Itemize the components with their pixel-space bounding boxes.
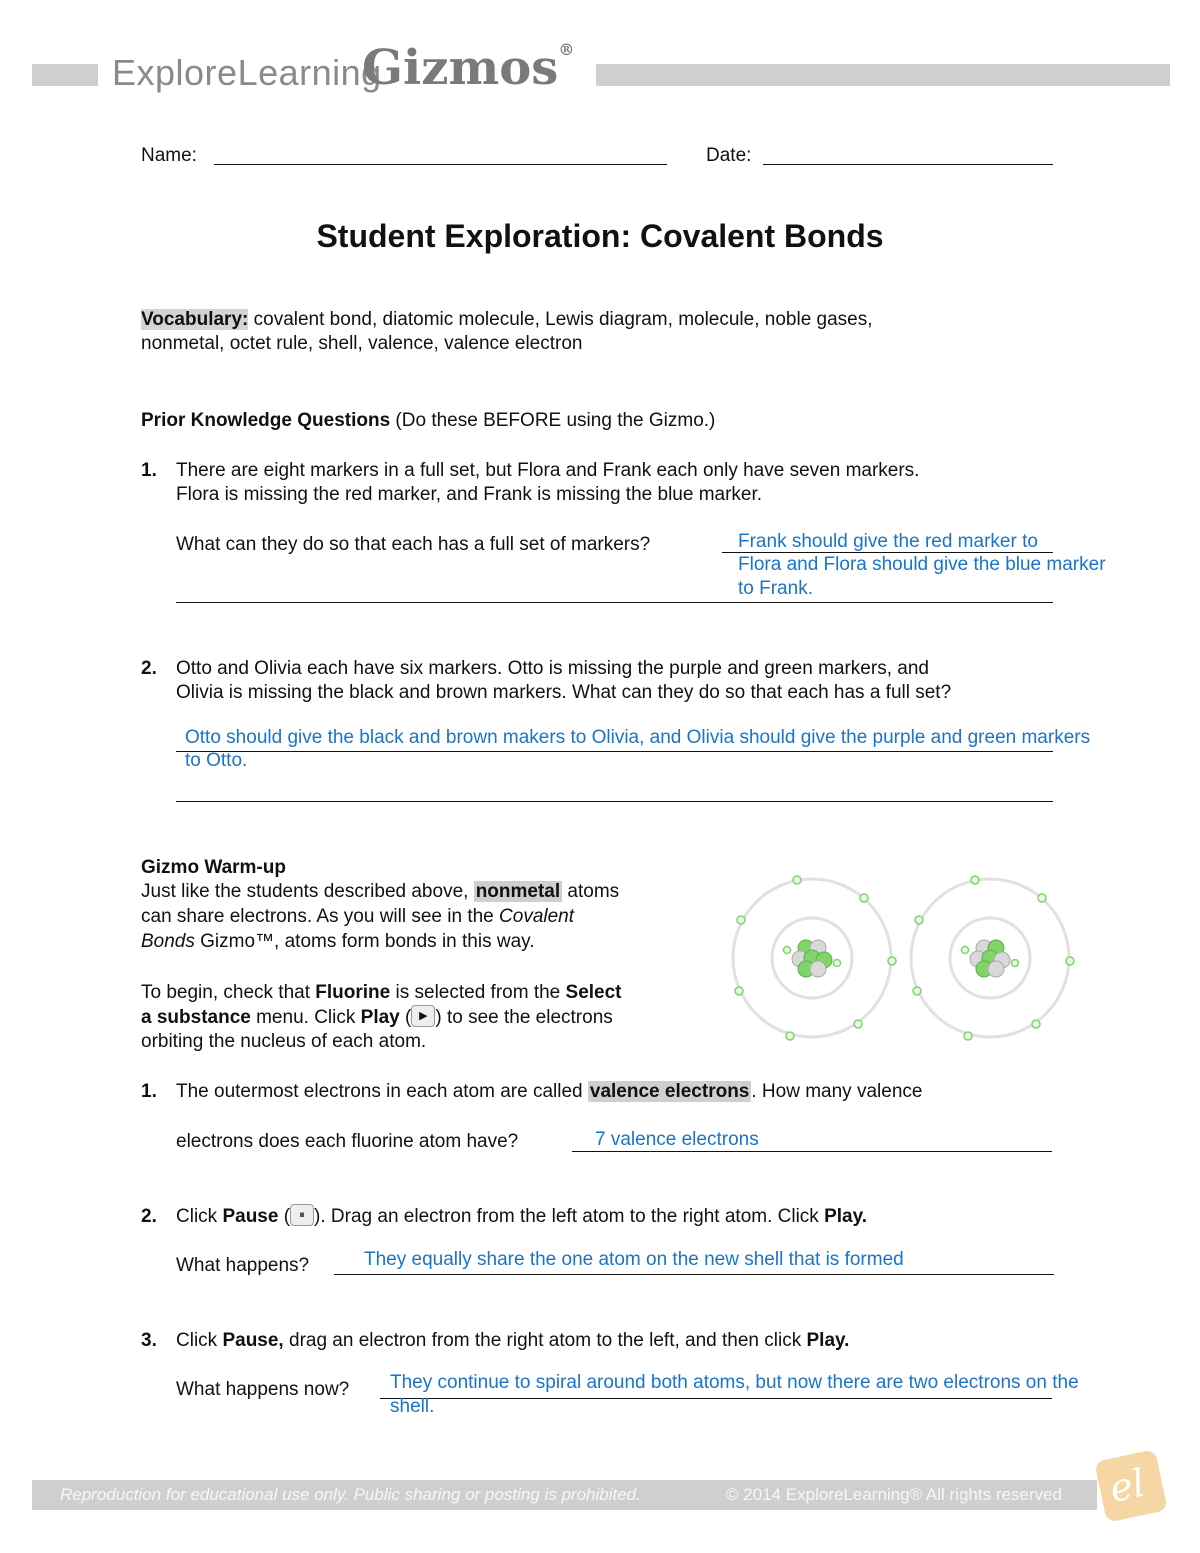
name-label: Name: (141, 145, 197, 166)
warmup-p1-line3: Bonds Gizmo™, atoms form bonds in this way. (141, 931, 535, 952)
header-bar-left (32, 64, 98, 86)
vocabulary-line1: Vocabulary: covalent bond, diatomic molecule, Lewis diagram, molecule, noble gases, (141, 309, 873, 330)
warmup-p2-line1: To begin, check that Fluorine is selected from the Select (141, 982, 622, 1003)
warmup-p2-line2: a substance menu. Click Play ( ▶ ) to see the electrons (141, 1006, 613, 1030)
name-field[interactable] (214, 164, 667, 165)
prior-knowledge-heading: Prior Knowledge Questions (Do these BEFORE using the Gizmo.) (141, 410, 716, 431)
prior-q1-number: 1. (141, 460, 157, 481)
warmup-heading: Gizmo Warm-up (141, 857, 286, 878)
prior-q1-answer-2: Flora and Flora should give the blue marker (738, 554, 1106, 575)
prior-q2-line1: Otto and Olivia each have six markers. Otto is missing the purple and green markers, and (176, 658, 929, 679)
q1-answer: 7 valence electrons (595, 1129, 759, 1150)
q2-text: Click Pause ( ⏸ ). Drag an electron from the left atom to the right atom. Click Play. (176, 1205, 867, 1229)
explorelearning-logo-icon: el (1094, 1449, 1168, 1523)
prior-q2-line2: Olivia is missing the black and brown markers. What can they do so that each has a full set? (176, 682, 952, 703)
warmup-p2-line3: orbiting the nucleus of each atom. (141, 1031, 427, 1052)
q1-text: The outermost electrons in each atom are called valence electrons . How many valence (176, 1081, 923, 1102)
q2-number: 2. (141, 1206, 157, 1227)
q3-text: Click Pause, drag an electron from the right atom to the left, and then click Play. (176, 1330, 850, 1351)
play-icon: ▶ (411, 1005, 435, 1027)
right-atom (911, 876, 1074, 1040)
q1-number: 1. (141, 1081, 157, 1102)
prior-q1-answer-line2[interactable] (176, 602, 1053, 603)
prior-q1-line1: There are eight markers in a full set, but Flora and Frank each only have seven markers. (176, 460, 920, 481)
warmup-p1-line2: can share electrons. As you will see in the Covalent (141, 906, 575, 927)
prior-q2-number: 2. (141, 658, 157, 679)
prior-q1-prompt: What can they do so that each has a full set of markers? (176, 534, 651, 555)
date-label: Date: (706, 145, 752, 166)
warmup-p1-line1: Just like the students described above, nonmetal atoms (141, 881, 620, 902)
footer-copyright: © 2014 ExploreLearning® All rights reserved (726, 1485, 1062, 1504)
brand-gizmos-logo: Gizmos® (362, 40, 575, 96)
prior-q2-answer-1: Otto should give the black and brown makers to Olivia, and Olivia should give the purple and green markers (185, 727, 1091, 748)
page-title: Student Exploration: Covalent Bonds (316, 218, 884, 254)
brand-name: ExploreLearning (112, 52, 382, 93)
prior-q2-answer-2: to Otto. (185, 750, 248, 771)
right-nucleus (970, 940, 1010, 977)
date-field[interactable] (763, 164, 1053, 165)
q3-answer-line[interactable] (380, 1398, 1052, 1399)
fluorine-atoms-illustration (722, 868, 1082, 1048)
pause-icon: ⏸ (290, 1204, 314, 1226)
vocabulary-label: Vocabulary: (141, 309, 249, 330)
prior-q2-answer-line2[interactable] (176, 801, 1053, 802)
left-atom (733, 876, 896, 1040)
left-nucleus (792, 940, 832, 977)
q2-answer: They equally share the one atom on the new shell that is formed (364, 1249, 904, 1270)
prior-q2-answer-line1[interactable] (176, 751, 1053, 752)
prior-q1-line2: Flora is missing the red marker, and Frank is missing the blue marker. (176, 484, 763, 505)
q2-prompt: What happens? (176, 1255, 310, 1276)
q3-answer-2: shell. (390, 1396, 435, 1417)
vocabulary-line2: nonmetal, octet rule, shell, valence, valence electron (141, 333, 583, 354)
q1-prompt: electrons does each fluorine atom have? (176, 1131, 519, 1152)
header-bar-right (596, 64, 1170, 86)
q3-number: 3. (141, 1330, 157, 1351)
q3-prompt: What happens now? (176, 1379, 350, 1400)
footer-reproduction-notice: Reproduction for educational use only. Public sharing or posting is prohibited. (60, 1485, 641, 1504)
prior-q1-answer-1: Frank should give the red marker to (738, 531, 1038, 552)
q2-answer-line[interactable] (334, 1274, 1054, 1275)
prior-q1-answer-3: to Frank. (738, 578, 813, 599)
q3-answer-1: They continue to spiral around both atoms, but now there are two electrons on the (390, 1372, 1079, 1393)
